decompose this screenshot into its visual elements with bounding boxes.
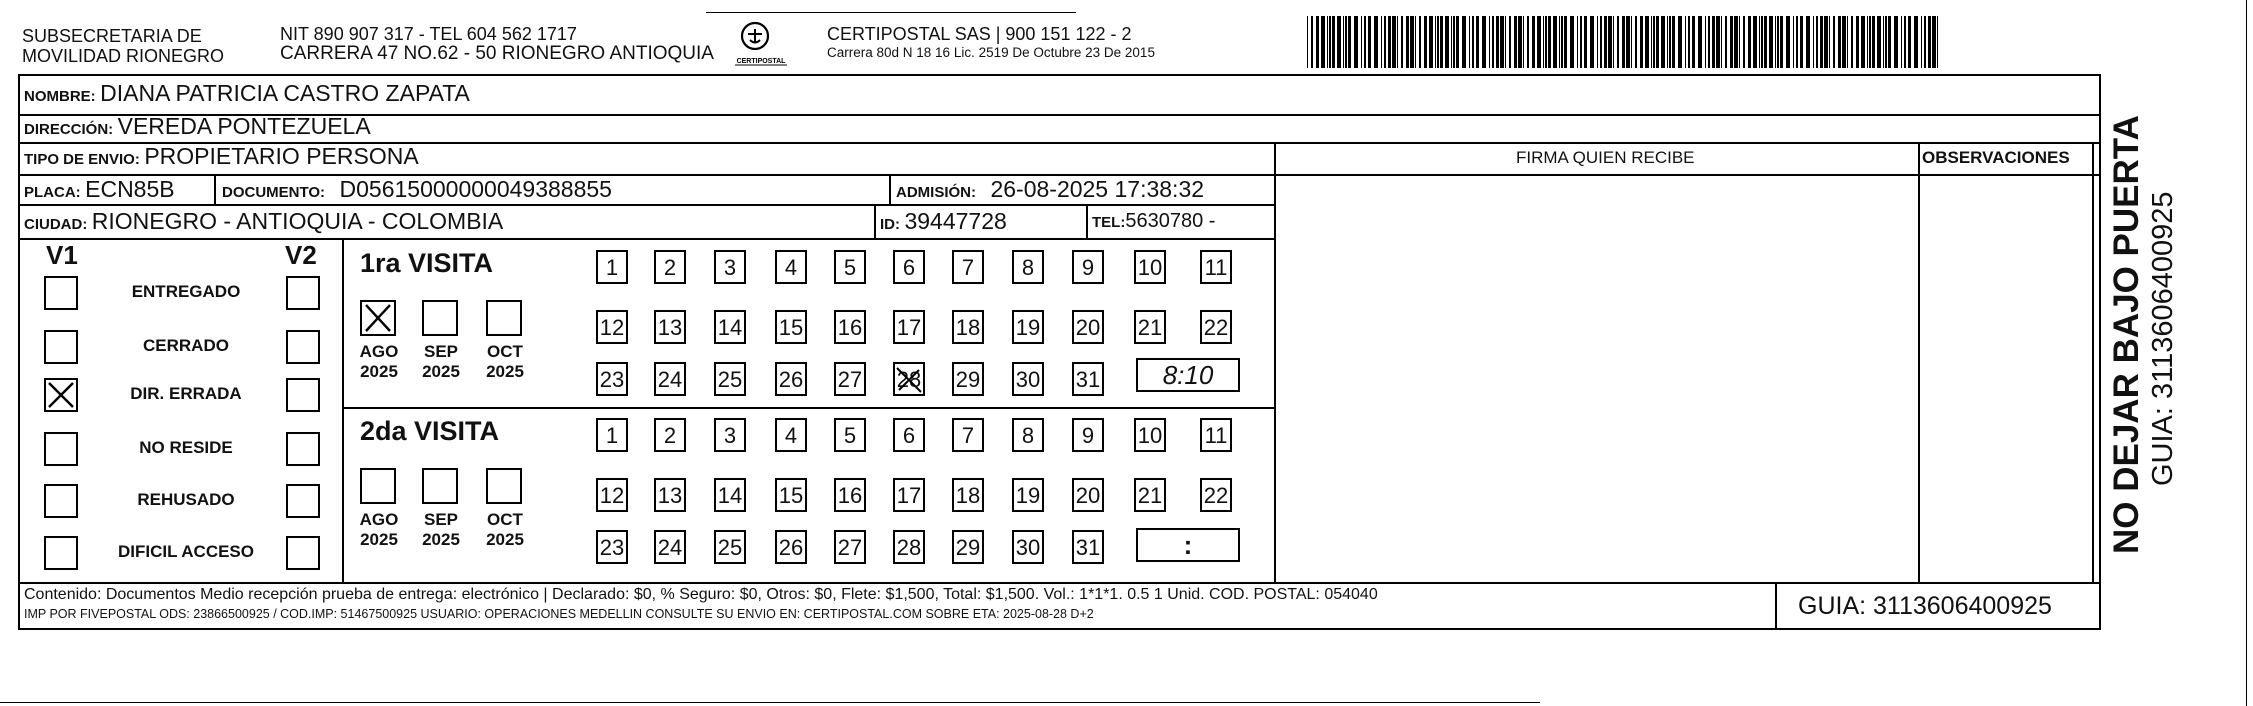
barcode-bar <box>1597 16 1598 68</box>
barcode-bar <box>1622 16 1625 68</box>
status-label: DIR. ERRADA <box>130 384 242 403</box>
barcode-bar <box>1838 16 1841 68</box>
visit2-day-box[interactable]: 4 <box>775 418 807 452</box>
barcode-bar <box>1354 16 1358 68</box>
footer-line <box>18 582 2101 584</box>
visit2-day-box[interactable]: 21 <box>1134 478 1166 512</box>
barcode-bar <box>1456 16 1459 68</box>
barcode-bar <box>1590 16 1594 68</box>
visit2-day-box[interactable]: 15 <box>775 478 807 512</box>
visit2-day-box[interactable]: 22 <box>1200 478 1232 512</box>
barcode-bar <box>1548 16 1551 68</box>
visit2-day-box[interactable]: 19 <box>1012 478 1044 512</box>
admision-row: ADMISIÓN: 26-08-2025 17:38:32 <box>896 176 1205 202</box>
barcode-bar <box>1453 16 1455 68</box>
visit1-day-box[interactable]: 5 <box>834 250 866 284</box>
nit-info: NIT 890 907 317 - TEL 604 562 1717 CARRERA 47 NO.62 - 50 RIONEGRO ANTIOQUIA <box>280 24 714 64</box>
barcode-bar <box>1813 16 1814 68</box>
visit2-day-box[interactable]: 5 <box>834 418 866 452</box>
barcode-bar <box>1397 16 1398 68</box>
visit2-day-box[interactable]: 28 <box>893 530 925 564</box>
barcode-bar <box>1708 16 1710 68</box>
visit1-day-box[interactable]: 28 <box>893 362 925 396</box>
barcode-bar <box>1653 16 1655 68</box>
barcode-bar <box>1429 16 1433 68</box>
barcode-bar <box>1626 16 1630 68</box>
barcode-bar <box>1332 16 1335 68</box>
barcode-bar <box>1914 16 1918 68</box>
barcode-bar <box>1894 16 1898 68</box>
visit2-day-box[interactable]: 11 <box>1200 418 1232 452</box>
placa-row: PLACA: ECN85B <box>24 176 175 202</box>
barcode-bar <box>1820 16 1823 68</box>
barcode-bar <box>1401 16 1403 68</box>
visit1-day-box[interactable]: 31 <box>1072 362 1104 396</box>
barcode-bar <box>1667 16 1668 68</box>
cell-line <box>889 174 891 206</box>
barcode-bar <box>1656 16 1659 68</box>
barcode-bar <box>1651 16 1652 68</box>
footer-guia: GUIA: 3113606400925 <box>1798 592 2052 620</box>
barcode-bar <box>1462 16 1466 68</box>
barcode-bar <box>1761 16 1763 68</box>
visit2-day-box[interactable]: 2 <box>654 418 686 452</box>
visit1-day-box[interactable]: 2 <box>654 250 686 284</box>
barcode-bar <box>1721 16 1722 68</box>
barcode-bar <box>1796 16 1798 68</box>
visit1-month-checkbox[interactable] <box>422 300 458 336</box>
barcode-bar <box>1932 16 1936 68</box>
barcode-bar <box>1505 16 1506 68</box>
visit2-month-label: AGO <box>359 510 399 529</box>
barcode-bar <box>1388 16 1391 68</box>
visit2-day-box[interactable]: 7 <box>952 418 984 452</box>
barcode-bar <box>1725 16 1727 68</box>
barcode-bar <box>1561 16 1563 68</box>
barcode-bar <box>1698 16 1702 68</box>
firma-header: FIRMA QUIEN RECIBE <box>1516 148 1695 167</box>
barcode-bar <box>1337 16 1341 68</box>
col-line <box>1274 142 1276 584</box>
side-guia: GUIA: 3113606400925 <box>2147 191 2179 486</box>
barcode-bar <box>1685 16 1686 68</box>
barcode-bar <box>1514 16 1517 68</box>
visit1-day-box[interactable]: 6 <box>893 250 925 284</box>
barcode-bar <box>1847 16 1848 68</box>
carrier-info: CERTIPOSTAL SAS | 900 151 122 - 2 Carrera 80d N 18 16 Lic. 2519 De Octubre 23 De 2015 <box>827 24 1155 60</box>
barcode-bar <box>1329 16 1331 68</box>
barcode-bar <box>1451 16 1452 68</box>
v2-checkbox[interactable] <box>286 536 320 570</box>
visit2-day-box[interactable]: 8 <box>1012 418 1044 452</box>
barcode-bar <box>1410 16 1414 68</box>
visit2-day-box[interactable]: 10 <box>1134 418 1166 452</box>
barcode-bar <box>1851 16 1853 68</box>
visit-divider <box>342 407 1276 409</box>
v1-checkbox[interactable] <box>44 536 78 570</box>
barcode-bar <box>1777 16 1779 68</box>
col-line <box>1918 142 1920 584</box>
visit-col-line <box>342 238 344 584</box>
barcode-bar <box>1748 16 1751 68</box>
visit1-day-box[interactable]: 30 <box>1012 362 1044 396</box>
visit1-day-box[interactable]: 18 <box>952 310 984 344</box>
cell-line <box>874 204 876 238</box>
visit1-day-box[interactable]: 14 <box>714 310 746 344</box>
barcode-bar <box>1559 16 1560 68</box>
visit1-year-label: 2025 <box>486 362 524 381</box>
v1-checkbox[interactable] <box>44 330 78 364</box>
barcode-bar <box>1824 16 1828 68</box>
visit2-day-box[interactable]: 23 <box>596 530 628 564</box>
barcode-bar <box>1482 16 1486 68</box>
barcode-bar <box>1769 16 1773 68</box>
col-line <box>2092 142 2094 584</box>
barcode-bar <box>1415 16 1416 68</box>
footer-contenido: Contenido: Documentos Medio recepción prueba de entrega: electrónico | Declarado: $0, % Seguro: $0, Otros: $0, Flete: $1,500, Total: $1,500. Vol.: 1*1*1. 0.5 1 Unid. COD. POSTAL: 054040 <box>24 586 1378 603</box>
visit2-year-label: 2025 <box>486 530 524 549</box>
barcode-bar <box>1829 16 1830 68</box>
visit2-day-box[interactable]: 29 <box>952 530 984 564</box>
visit1-day-box[interactable]: 15 <box>775 310 807 344</box>
barcode-bar <box>1661 16 1665 68</box>
visit2-time[interactable]: : <box>1136 528 1240 562</box>
v1-checkbox[interactable] <box>44 484 78 518</box>
visit2-month-checkbox[interactable] <box>486 468 522 504</box>
barcode-bar <box>1631 16 1632 68</box>
barcode-bar <box>1901 16 1902 68</box>
barcode-bar <box>1469 16 1470 68</box>
barcode-bar <box>1759 16 1760 68</box>
visit2-day-box[interactable]: 18 <box>952 478 984 512</box>
tipo-value: PROPIETARIO PERSONA <box>144 143 419 169</box>
visit1-month-checkbox[interactable] <box>486 300 522 336</box>
barcode-bar <box>1364 16 1366 68</box>
barcode-bar <box>1800 16 1803 68</box>
barcode-bar <box>1392 16 1396 68</box>
visit1-day-box[interactable]: 19 <box>1012 310 1044 344</box>
barcode-bar <box>1381 16 1382 68</box>
barcode-bar <box>1327 16 1328 68</box>
barcode-bar <box>1472 16 1474 68</box>
visit2-day-box[interactable]: 20 <box>1072 478 1104 512</box>
barcode-bar <box>1509 16 1511 68</box>
visit1-day-box[interactable]: 23 <box>596 362 628 396</box>
barcode-bar <box>1730 16 1733 68</box>
visit2-title: 2da VISITA <box>360 416 500 446</box>
barcode-bar <box>1924 16 1926 68</box>
barcode-bar <box>1564 16 1567 68</box>
barcode-bar <box>1580 16 1582 68</box>
barcode-bar <box>1545 16 1547 68</box>
header-rule <box>706 12 1076 13</box>
barcode-bar <box>1384 16 1386 68</box>
visit2-day-box[interactable]: 24 <box>654 530 686 564</box>
visit1-year-label: 2025 <box>360 362 398 381</box>
barcode-bar <box>1635 16 1637 68</box>
visit1-year-label: 2025 <box>422 362 460 381</box>
barcode-bar <box>1445 16 1449 68</box>
barcode-bar <box>1816 16 1818 68</box>
barcode-bar <box>1419 16 1421 68</box>
visit2-day-box[interactable]: 25 <box>714 530 746 564</box>
v1-header: V1 <box>46 240 78 270</box>
barcode-bar <box>1613 16 1614 68</box>
barcode-bar <box>1705 16 1706 68</box>
visit1-month-label: SEP <box>423 342 459 361</box>
barcode-bar <box>1527 16 1529 68</box>
barcode-bar <box>1543 16 1544 68</box>
status-label: NO RESIDE <box>139 438 233 457</box>
certipostal-logo <box>733 20 789 66</box>
barcode-bar <box>1492 16 1494 68</box>
barcode-bar <box>1861 16 1865 68</box>
visit1-month-label: AGO <box>359 342 399 361</box>
visit1-title: 1ra VISITA <box>360 248 494 278</box>
visit2-day-box[interactable]: 16 <box>834 478 866 512</box>
barcode-bar <box>1584 16 1587 68</box>
barcode-bar <box>1786 16 1790 68</box>
direccion-value: VEREDA PONTEZUELA <box>117 113 371 139</box>
visit2-day-box[interactable]: 13 <box>654 478 686 512</box>
documento-row: DOCUMENTO: D05615000000049388855 <box>222 176 612 202</box>
barcode-bar <box>1780 16 1783 68</box>
visit1-day-box[interactable]: 13 <box>654 310 686 344</box>
visit1-day-box[interactable]: 10 <box>1134 250 1166 284</box>
barcode-bar <box>1869 16 1871 68</box>
visit2-day-box[interactable]: 27 <box>834 530 866 564</box>
visit1-day-box[interactable]: 29 <box>952 362 984 396</box>
admision-value: 26-08-2025 17:38:32 <box>990 176 1205 202</box>
visit2-day-box[interactable]: 9 <box>1072 418 1104 452</box>
visit1-day-box[interactable]: 26 <box>775 362 807 396</box>
placa-value: ECN85B <box>85 176 175 202</box>
barcode-bar <box>1496 16 1499 68</box>
visit1-day-box[interactable]: 9 <box>1072 250 1104 284</box>
id-row: ID: 39447728 <box>880 208 1007 234</box>
ciudad-row: CIUDAD: RIONEGRO - ANTIOQUIA - COLOMBIA <box>24 208 504 234</box>
visit2-day-box[interactable]: 14 <box>714 478 746 512</box>
v2-checkbox[interactable] <box>286 330 320 364</box>
barcode-bar <box>1424 16 1427 68</box>
barcode-bar <box>1600 16 1602 68</box>
visit1-day-box[interactable]: 1 <box>596 250 628 284</box>
barcode-bar <box>1734 16 1738 68</box>
visit2-day-box[interactable]: 31 <box>1072 530 1104 564</box>
barcode-bar <box>1476 16 1479 68</box>
ciudad-value: RIONEGRO - ANTIOQUIA - COLOMBIA <box>91 208 504 234</box>
row-line <box>18 238 1276 240</box>
barcode-bar <box>1437 16 1439 68</box>
status-label: ENTREGADO <box>131 282 241 301</box>
barcode-bar <box>1669 16 1671 68</box>
barcode-bar <box>1872 16 1875 68</box>
cell-line <box>214 174 216 206</box>
visit1-day-box[interactable]: 4 <box>775 250 807 284</box>
barcode-bar <box>1764 16 1767 68</box>
barcode-bar <box>1888 16 1891 68</box>
barcode-bar <box>1753 16 1757 68</box>
barcode-bar <box>1321 16 1325 68</box>
barcode-bar <box>1908 16 1911 68</box>
barcode-bar <box>1793 16 1794 68</box>
visit2-year-label: 2025 <box>422 530 460 549</box>
barcode-bar <box>1348 16 1351 68</box>
visit2-day-box[interactable]: 1 <box>596 418 628 452</box>
barcode-bar <box>1877 16 1881 68</box>
visit2-day-box[interactable]: 17 <box>893 478 925 512</box>
barcode-bar <box>1604 16 1607 68</box>
visit2-day-box[interactable]: 26 <box>775 530 807 564</box>
barcode-bar <box>1345 16 1347 68</box>
barcode-bar <box>1712 16 1715 68</box>
visit1-time[interactable]: 8:10 <box>1136 358 1240 392</box>
barcode-bar <box>1368 16 1371 68</box>
barcode-bar <box>1406 16 1409 68</box>
visit2-year-label: 2025 <box>360 530 398 549</box>
logo-text: CERTIPOSTAL <box>736 58 786 65</box>
v1-checkbox[interactable] <box>44 276 78 310</box>
visit2-day-box[interactable]: 6 <box>893 418 925 452</box>
visit1-day-box[interactable]: 7 <box>952 250 984 284</box>
cell-line <box>1086 204 1088 238</box>
barcode-bar <box>1617 16 1619 68</box>
visit2-day-box[interactable]: 30 <box>1012 530 1044 564</box>
barcode-bar <box>1361 16 1362 68</box>
obs-line <box>1918 174 2094 176</box>
barcode-bar <box>1553 16 1557 68</box>
observaciones-header: OBSERVACIONES <box>1922 148 2070 167</box>
barcode-bar <box>1343 16 1344 68</box>
direccion-row: DIRECCIÓN: VEREDA PONTEZUELA <box>24 113 371 139</box>
visit1-day-box[interactable]: 17 <box>893 310 925 344</box>
barcode-bar <box>1523 16 1524 68</box>
barcode-bar <box>1867 16 1868 68</box>
status-label: CERRADO <box>143 336 229 355</box>
visit1-day-box[interactable]: 20 <box>1072 310 1104 344</box>
v1-checkbox[interactable] <box>44 432 78 466</box>
status-label: REHUSADO <box>137 490 235 509</box>
visit2-day-box[interactable]: 3 <box>714 418 746 452</box>
v2-checkbox[interactable] <box>286 432 320 466</box>
visit2-month-checkbox[interactable] <box>360 468 396 504</box>
visit1-month-label: OCT <box>487 342 523 361</box>
barcode-bar <box>1532 16 1535 68</box>
barcode-bar <box>1688 16 1690 68</box>
barcode-bar <box>1316 16 1319 68</box>
barcode-bar <box>1775 16 1776 68</box>
org-name: SUBSECRETARIA DE MOVILIDAD RIONEGRO <box>22 26 225 66</box>
barcode-bar <box>1883 16 1884 68</box>
tipo-row: TIPO DE ENVIO: PROPIETARIO PERSONA <box>24 143 419 169</box>
scan-edge <box>0 702 1540 703</box>
barcode-bar <box>1311 16 1313 68</box>
barcode-bar <box>1608 16 1612 68</box>
visit2-month-label: OCT <box>487 510 523 529</box>
barcode-bar <box>1537 16 1541 68</box>
side-no-dejar: NO DEJAR BAJO PUERTA <box>2107 115 2146 554</box>
nombre-value: DIANA PATRICIA CASTRO ZAPATA <box>100 80 470 106</box>
visit1-day-box[interactable]: 11 <box>1200 250 1232 284</box>
visit2-month-checkbox[interactable] <box>422 468 458 504</box>
barcode-bar <box>1806 16 1810 68</box>
barcode-bar <box>1716 16 1720 68</box>
barcode-bar <box>1885 16 1887 68</box>
documento-value: D05615000000049388855 <box>339 176 612 202</box>
visit2-month-label: SEP <box>423 510 459 529</box>
barcode-bar <box>1743 16 1745 68</box>
id-value: 39447728 <box>904 208 1007 234</box>
visit1-day-box[interactable]: 24 <box>654 362 686 396</box>
nombre-row: NOMBRE: DIANA PATRICIA CASTRO ZAPATA <box>24 80 470 106</box>
visit1-month-checkbox[interactable] <box>360 300 396 336</box>
visit1-day-box[interactable]: 12 <box>596 310 628 344</box>
barcode-bar <box>1692 16 1695 68</box>
barcode-bar <box>1489 16 1490 68</box>
v1-checkbox[interactable] <box>44 378 78 412</box>
barcode-bar <box>1856 16 1859 68</box>
visit1-day-box[interactable]: 16 <box>834 310 866 344</box>
barcode-bar <box>1518 16 1522 68</box>
tel-row: TEL:5630780 - <box>1092 210 1216 232</box>
barcode-bar <box>1307 16 1308 68</box>
barcode-bar <box>1577 16 1578 68</box>
barcode-bar <box>1570 16 1574 68</box>
barcode-bar <box>1842 16 1846 68</box>
guia-cell-line <box>1775 582 1777 630</box>
visit2-day-box[interactable]: 12 <box>596 478 628 512</box>
barcode-bar <box>1435 16 1436 68</box>
v2-checkbox[interactable] <box>286 484 320 518</box>
barcode-bar <box>1678 16 1682 68</box>
visit1-day-box[interactable]: 3 <box>714 250 746 284</box>
barcode-bar <box>1833 16 1835 68</box>
barcode-bar <box>1374 16 1378 68</box>
barcode-bar <box>1672 16 1675 68</box>
barcode-bar <box>1928 16 1931 68</box>
barcode-bar <box>1739 16 1740 68</box>
visit1-day-box[interactable]: 25 <box>714 362 746 396</box>
barcode <box>1307 16 1943 68</box>
v2-header: V2 <box>285 240 317 270</box>
visit1-day-box[interactable]: 27 <box>834 362 866 396</box>
visit1-day-box[interactable]: 8 <box>1012 250 1044 284</box>
scan-edge <box>2246 0 2247 706</box>
visit1-day-box[interactable]: 21 <box>1134 310 1166 344</box>
v2-checkbox[interactable] <box>286 378 320 412</box>
barcode-bar <box>1645 16 1649 68</box>
barcode-bar <box>1440 16 1443 68</box>
status-label: DIFICIL ACCESO <box>117 542 254 561</box>
barcode-bar <box>1937 16 1938 68</box>
visit1-day-box[interactable]: 22 <box>1200 310 1232 344</box>
barcode-bar <box>1904 16 1906 68</box>
v2-checkbox[interactable] <box>286 276 320 310</box>
footer-imp: IMP POR FIVEPOSTAL ODS: 23866500925 / COD.IMP: 51467500925 USUARIO: OPERACIONES MEDELLIN CONSULTE SU ENVIO EN: CERTIPOSTAL.COM SOBRE ETA: 2025-08-28 D+2 <box>24 607 1094 621</box>
barcode-bar <box>1921 16 1922 68</box>
tel-value: 5630780 - <box>1125 210 1216 232</box>
barcode-bar <box>1640 16 1643 68</box>
barcode-bar <box>1500 16 1504 68</box>
